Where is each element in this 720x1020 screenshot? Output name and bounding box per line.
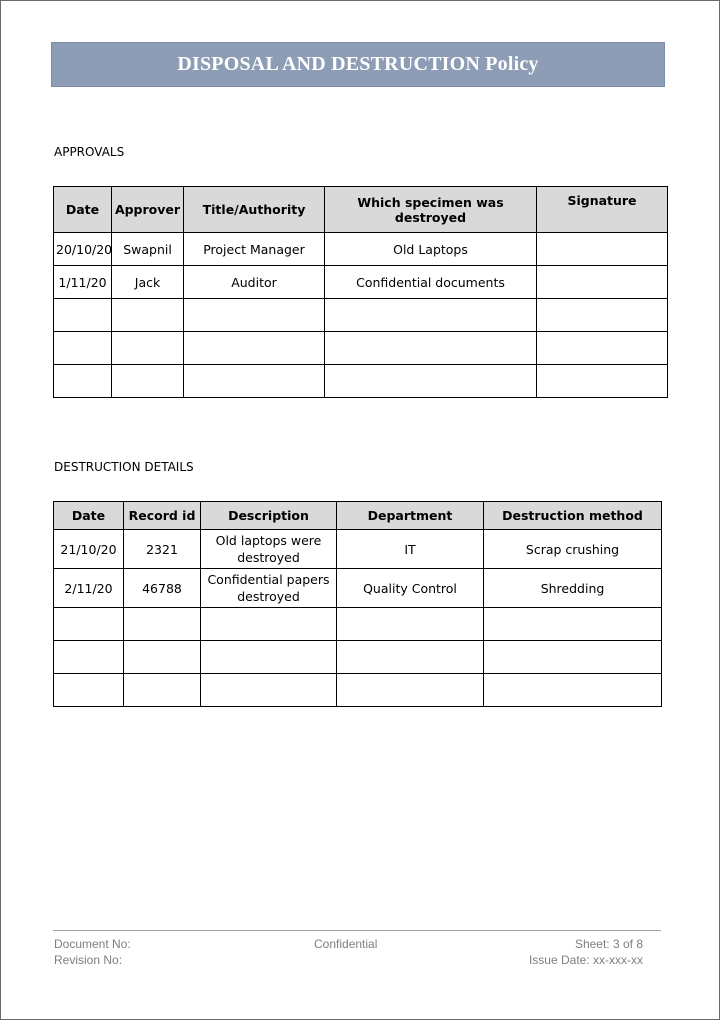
table-cell bbox=[537, 299, 668, 332]
table-cell: 2/11/20 bbox=[54, 569, 124, 608]
table-cell bbox=[112, 299, 184, 332]
table-cell bbox=[184, 332, 325, 365]
title-banner bbox=[51, 42, 665, 87]
table-header-row bbox=[54, 502, 662, 530]
table-cell: Confidential papers destroyed bbox=[201, 569, 337, 608]
footer-divider bbox=[53, 930, 661, 931]
table-cell bbox=[537, 365, 668, 398]
column-header-record-id: Record id bbox=[124, 502, 201, 530]
table-cell: Scrap crushing bbox=[484, 530, 662, 569]
column-header-destruction-method: Destruction method bbox=[484, 502, 662, 530]
table-cell bbox=[537, 266, 668, 299]
table-cell: Auditor bbox=[184, 266, 325, 299]
table-header-row bbox=[54, 187, 668, 233]
table-cell bbox=[537, 233, 668, 266]
table-cell bbox=[325, 365, 537, 398]
table-cell bbox=[54, 299, 112, 332]
table-cell: Old laptops were destroyed bbox=[201, 530, 337, 569]
table-cell bbox=[325, 332, 537, 365]
table-cell bbox=[337, 608, 484, 641]
table-cell: Old Laptops bbox=[325, 233, 537, 266]
table-cell bbox=[484, 608, 662, 641]
table-row bbox=[54, 674, 662, 707]
column-header-approver: Approver bbox=[112, 187, 184, 233]
table-cell bbox=[201, 608, 337, 641]
table-cell bbox=[484, 641, 662, 674]
table-cell bbox=[337, 674, 484, 707]
table-row bbox=[54, 569, 662, 608]
footer-classification: Confidential bbox=[314, 937, 378, 951]
table-cell: Quality Control bbox=[337, 569, 484, 608]
table-cell bbox=[54, 365, 112, 398]
footer-sheet-number: Sheet: 3 of 8 bbox=[574, 937, 643, 951]
table-cell: Swapnil bbox=[112, 233, 184, 266]
table-cell bbox=[201, 674, 337, 707]
table-row bbox=[54, 266, 668, 299]
table-row bbox=[54, 608, 662, 641]
column-header-signature: Signature bbox=[537, 187, 668, 233]
table-cell: 21/10/20 bbox=[54, 530, 124, 569]
table-cell bbox=[184, 299, 325, 332]
table-cell bbox=[54, 608, 124, 641]
table-cell: 46788 bbox=[124, 569, 201, 608]
table-row bbox=[54, 365, 668, 398]
table-cell bbox=[124, 674, 201, 707]
table-cell bbox=[124, 608, 201, 641]
approvals-label: APPROVALS bbox=[54, 145, 125, 159]
column-header-date: Date bbox=[54, 187, 112, 233]
destruction-details-table bbox=[53, 501, 662, 707]
table-cell bbox=[54, 332, 112, 365]
table-cell bbox=[184, 365, 325, 398]
table-cell bbox=[337, 641, 484, 674]
footer-revision-no: Revision No: bbox=[54, 953, 123, 967]
table-cell bbox=[54, 641, 124, 674]
table-cell bbox=[124, 641, 201, 674]
table-cell: Shredding bbox=[484, 569, 662, 608]
table-cell: Project Manager bbox=[184, 233, 325, 266]
column-header-date: Date bbox=[54, 502, 124, 530]
column-header-description: Description bbox=[201, 502, 337, 530]
approvals-table bbox=[53, 186, 668, 398]
table-cell: 20/10/20 bbox=[54, 233, 112, 266]
destruction-details-label: DESTRUCTION DETAILS bbox=[54, 460, 194, 474]
table-row bbox=[54, 332, 668, 365]
table-cell bbox=[112, 365, 184, 398]
page-title: DISPOSAL AND DESTRUCTION Policy bbox=[177, 53, 539, 75]
table-cell bbox=[537, 332, 668, 365]
table-cell: 1/11/20 bbox=[54, 266, 112, 299]
table-cell bbox=[54, 674, 124, 707]
table-row bbox=[54, 299, 668, 332]
table-row bbox=[54, 233, 668, 266]
table-cell: Jack bbox=[112, 266, 184, 299]
table-row bbox=[54, 530, 662, 569]
table-row bbox=[54, 641, 662, 674]
table-cell: IT bbox=[337, 530, 484, 569]
table-cell bbox=[325, 299, 537, 332]
table-cell bbox=[484, 674, 662, 707]
table-cell bbox=[112, 332, 184, 365]
column-header-title-authority: Title/Authority bbox=[184, 187, 325, 233]
table-cell: 2321 bbox=[124, 530, 201, 569]
footer-document-no: Document No: bbox=[54, 937, 131, 951]
table-cell: Confidential documents bbox=[325, 266, 537, 299]
column-header-specimen: Which specimen was destroyed bbox=[325, 187, 537, 233]
column-header-department: Department bbox=[337, 502, 484, 530]
table-cell bbox=[201, 641, 337, 674]
footer-issue-date: Issue Date: xx-xxx-xx bbox=[528, 953, 643, 967]
